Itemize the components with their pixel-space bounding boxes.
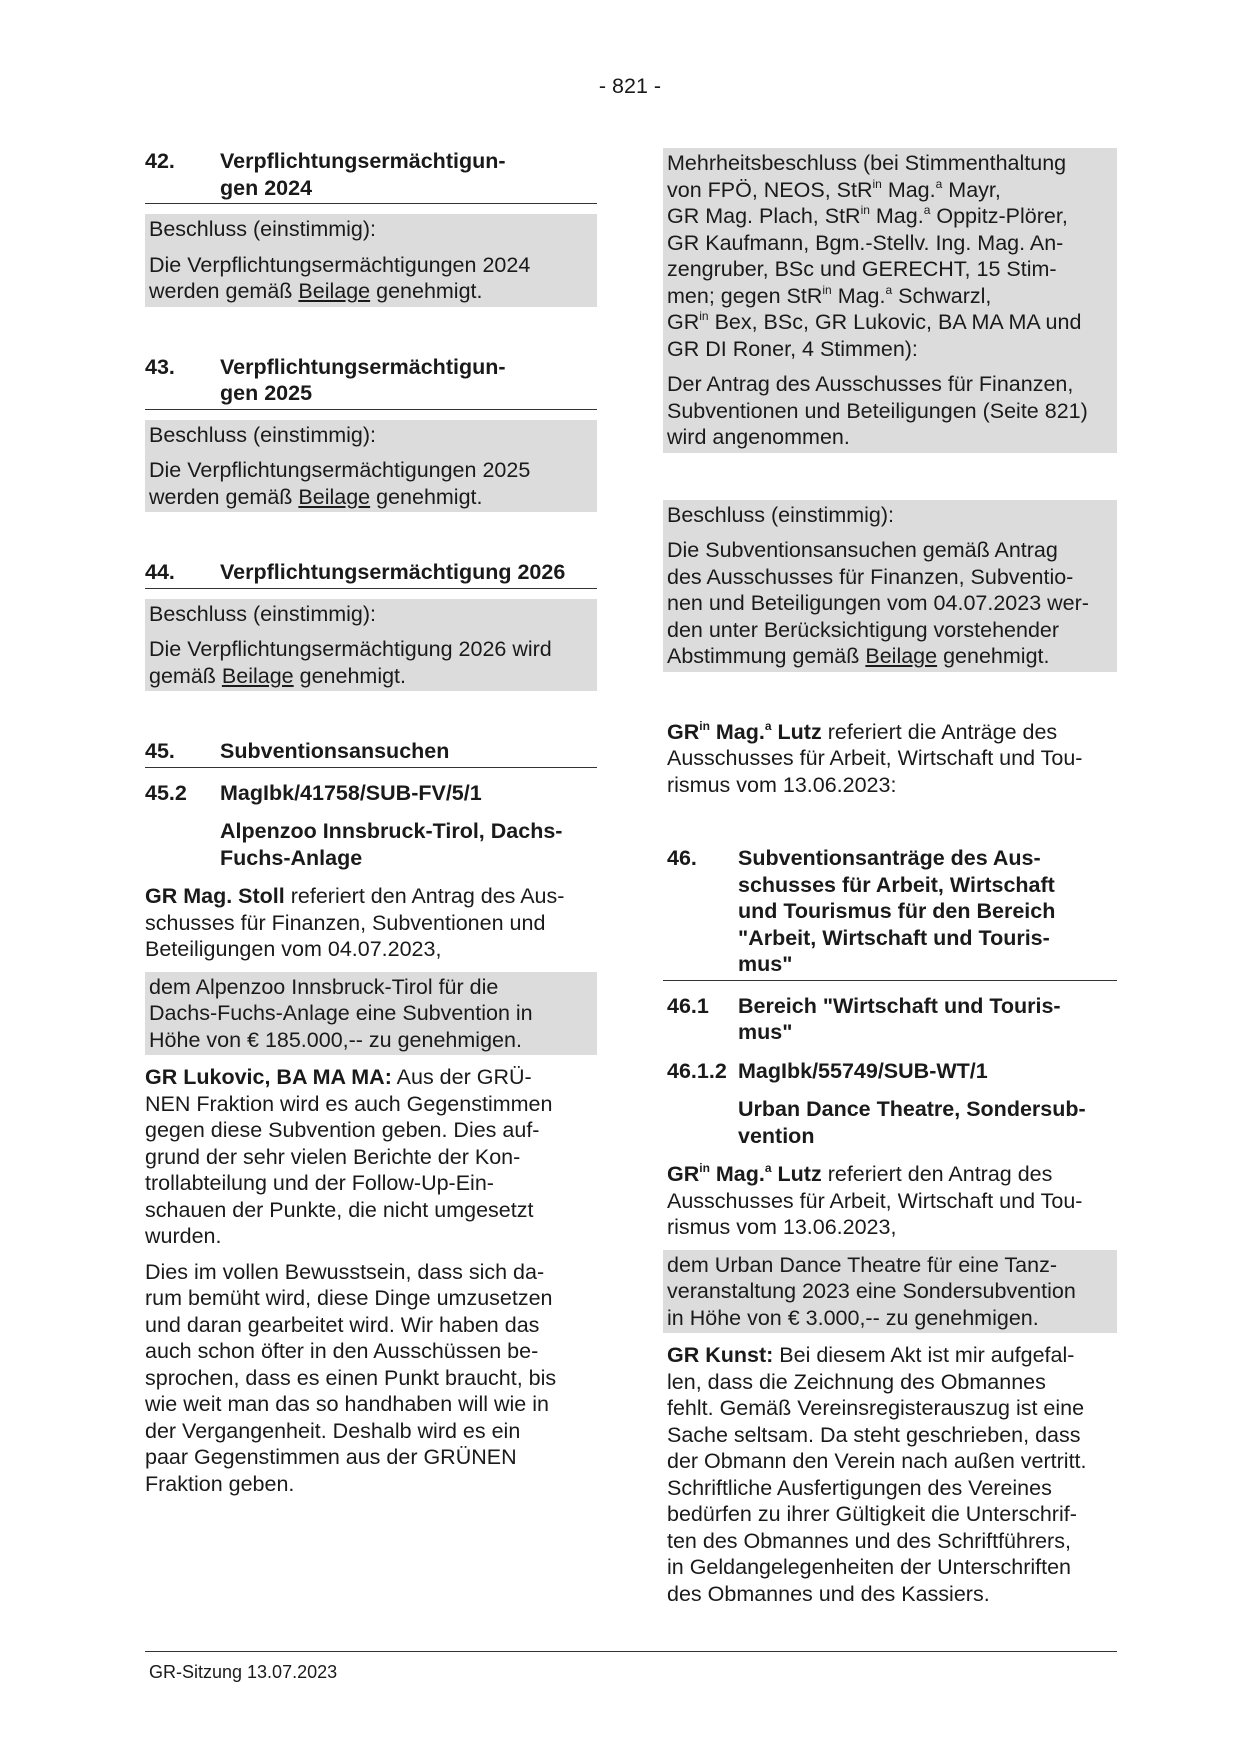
resolution-label: Beschluss (einstimmig): xyxy=(149,422,376,447)
motion-block xyxy=(663,1250,1117,1334)
section-heading-43 xyxy=(145,354,597,410)
speaker-name: GR Mag. Stoll xyxy=(145,884,285,908)
subsection-number: 46.1 xyxy=(667,993,709,1018)
resolution-text: Die Verpflichtungsermächtigungen 2025 werden gemäß Beilage genehmigt. xyxy=(149,458,531,509)
resolution-block-43 xyxy=(145,420,597,513)
resolution-block-44 xyxy=(145,599,597,692)
section-heading-42 xyxy=(145,148,597,204)
section-title: Verpflichtungsermächtigun- gen 2024 xyxy=(220,149,506,200)
section-title: Verpflichtungsermächtigung 2026 xyxy=(220,560,566,584)
resolution-label: Beschluss (einstimmig): xyxy=(149,217,376,241)
beilage-link[interactable]: Beilage xyxy=(298,484,371,509)
section-title: Verpflichtungsermächtigun- gen 2025 xyxy=(220,354,506,405)
beilage-link[interactable]: Beilage xyxy=(298,279,371,303)
speech-paragraph: GR Lukovic, BA MA MA: Aus der GRÜ- NEN Fraktion wird es auch Gegenstimmen gegen diese Subvention geben. Dies auf- grund der sehr vielen Berichte der Kon- trollabteilung und der Follow-Up-Ein- schauen der Punkte, die nicht umgesetzt wurden. xyxy=(145,1065,553,1248)
section-heading-45 xyxy=(145,738,597,768)
report-paragraph: GR Mag. Stoll referiert den Antrag des Aus- schusses für Finanzen, Subventionen und Beteiligungen vom 04.07.2023, xyxy=(145,884,565,961)
section-heading-44 xyxy=(145,559,597,589)
right-column xyxy=(663,148,1117,1607)
section-number: 46. xyxy=(667,846,697,870)
resolution-label: Beschluss (einstimmig): xyxy=(149,601,376,626)
subsection-heading-46-1-2 xyxy=(663,1058,1117,1085)
resolution-block-subventions xyxy=(663,500,1117,672)
subsection-number: 46.1.2 xyxy=(667,1058,727,1083)
beilage-link[interactable]: Beilage xyxy=(221,663,294,688)
beilage-link[interactable]: Beilage xyxy=(865,644,938,668)
project-title: Alpenzoo Innsbruck-Tirol, Dachs- Fuchs-Anlage xyxy=(220,819,563,870)
page-number: - 821 - xyxy=(598,74,662,98)
subsection-title: MagIbk/55749/SUB-WT/1 xyxy=(738,1058,988,1083)
resolution-text: Die Verpflichtungsermächtigungen 2024 werden gemäß Beilage genehmigt. xyxy=(149,252,531,303)
footer-text: GR-Sitzung 13.07.2023 xyxy=(149,1662,338,1682)
section-title: Subventionsanträge des Aus- schusses für Arbeit, Wirtschaft und Tourismus für den Bereich "Arbeit, Wirtschaft und Touris- mus" xyxy=(738,846,1056,976)
intro-paragraph: $GR^{in}$ Mag.$^a$ Lutz referiert die Anträge des Ausschusses für Arbeit, Wirtschaft und Tou- rismus vom 13.06.2023: xyxy=(667,718,1083,797)
motion-text: dem Alpenzoo Innsbruck-Tirol für die Dachs-Fuchs-Anlage eine Subvention in Höhe von € 185.000,-- zu genehmigen. xyxy=(149,974,533,1052)
subsection-number: 45.2 xyxy=(145,780,187,805)
speaker-name: $GR^{in}$ Mag.$^a$ Lutz xyxy=(667,1161,822,1186)
speech-paragraph: GR Kunst: Bei diesem Akt ist mir aufgefal- len, dass die Zeichnung des Obmannes fehlt. Gemäß Vereinsregisterauszug ist eine Sache seltsam. Da steht geschrieben, dass der Obmann den Verein nach außen vertritt. Schriftliche Ausfertigungen des Vereines bedürfen zu ihrer Gültigkeit die Unterschrif- ten des Obmannes und des Schriftführers, in Geldangelegenheiten der Unterschriften des Obmannes und des Kassiers. xyxy=(667,1343,1087,1606)
section-title: Subventionsansuchen xyxy=(220,739,450,763)
speaker-name: GR Kunst: xyxy=(667,1343,774,1367)
resolution-text: Die Subventionsansuchen gemäß Antrag des Ausschusses für Finanzen, Subventio- nen und Beteiligungen vom 04.07.2023 wer- den unter Berücksichtigung vorstehender Abstimmung gemäß Beilage genehmigt. xyxy=(667,538,1089,668)
section-heading-46 xyxy=(663,845,1117,981)
acceptance-text: Der Antrag des Ausschusses für Finanzen, Subventionen und Beteiligungen (Seite 821) wird angenommen. xyxy=(667,372,1088,449)
subsection-title: MagIbk/41758/SUB-FV/5/1 xyxy=(220,780,482,805)
project-title: Urban Dance Theatre, Sondersub- vention xyxy=(738,1097,1086,1148)
report-paragraph: $GR^{in}$ Mag.$^a$ Lutz referiert den Antrag des Ausschusses für Arbeit, Wirtschaft und Tou- rismus vom 13.06.2023, xyxy=(667,1161,1083,1239)
footer-rule xyxy=(145,1651,1117,1652)
subsection-heading-46-1 xyxy=(663,993,1117,1046)
vote-block xyxy=(663,148,1117,453)
section-number: 43. xyxy=(145,354,175,379)
left-column xyxy=(145,148,597,1497)
vote-text: Mehrheitsbeschluss (bei Stimmenthaltung von FPÖ, NEOS, StR$^{in}$ Mag.$^a$ Mayr, GR Mag. Plach, StR$^{in}$ Mag.$^a$ Oppitz-Plörer, GR Kaufmann, Bgm.-Stellv. Ing. Mag. An- zengruber, BSc und GERECHT, 15 Stim- men; gegen StR$^{in}$ Mag.$^a$ Schwarzl, $GR^{in}$ Bex, BSc, GR Lukovic, BA MA MA und GR DI Roner, 4 Stimmen): xyxy=(667,151,1082,361)
resolution-block-42 xyxy=(145,214,597,307)
speaker-name: $GR^{in}$ Mag.$^a$ Lutz xyxy=(667,718,822,744)
motion-text: dem Urban Dance Theatre für eine Tanz- veranstaltung 2023 eine Sondersubvention in Höhe von € 3.000,-- zu genehmigen. xyxy=(667,1252,1076,1330)
resolution-label: Beschluss (einstimmig): xyxy=(667,502,894,527)
subsection-title: Bereich "Wirtschaft und Touris- mus" xyxy=(738,993,1061,1044)
section-number: 42. xyxy=(145,149,175,173)
motion-block xyxy=(145,972,597,1056)
subsection-heading-45-2 xyxy=(145,780,597,807)
speaker-name: GR Lukovic, BA MA MA: xyxy=(145,1065,392,1089)
section-number: 45. xyxy=(145,739,175,763)
section-number: 44. xyxy=(145,560,175,584)
speech-paragraph: Dies im vollen Bewusstsein, dass sich da- rum bemüht wird, diese Dinge umzusetzen und daran gearbeitet wird. Wir haben das auch schon öfter in den Ausschüssen be- sprochen, dass es einen Punkt braucht, bis wie weit man das so handhaben will wie in der Vergangenheit. Deshalb wird es ein paar Gegenstimmen aus der GRÜNEN Fraktion geben. xyxy=(145,1259,557,1496)
resolution-text: Die Verpflichtungsermächtigung 2026 wird gemäß Beilage genehmigt. xyxy=(149,637,552,688)
